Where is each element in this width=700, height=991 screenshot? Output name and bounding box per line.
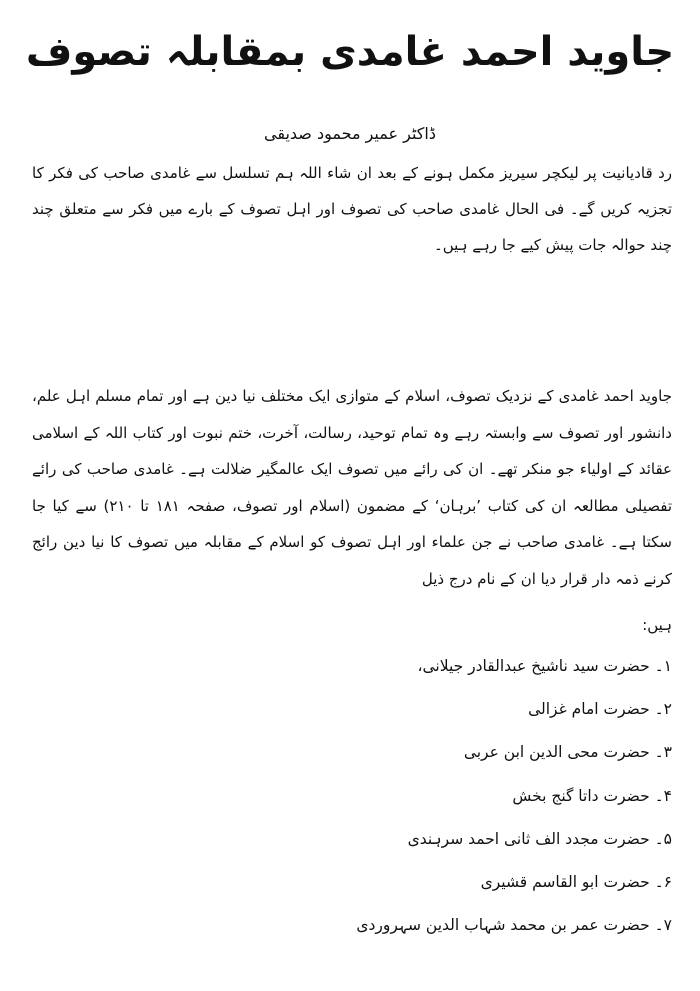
- document-title: جاوید احمد غامدی بمقابلہ تصوف: [25, 29, 675, 75]
- list-item: ۶۔ حضرت ابو القاسم قشیری: [480, 872, 672, 891]
- list-item: ۴۔ حضرت داتا گنج بخش: [512, 786, 672, 805]
- intro-paragraph: رد قادیانیت پر لیکچر سیریز مکمل ہونے کے بعد ان شاء اللہ ہم تسلسل سے غامدی صاحب کی فکر کا تجزیہ کریں گے۔ فی الحال غامدی صاحب کی تصوف اور اہل تصوف کے بارے میں فکر سے متعلق چند چند حوالہ جات پیش کیے جا رہے ہیں۔: [32, 164, 672, 254]
- list-item: ۷۔ حضرت عمر بن محمد شہاب الدین سہروردی: [356, 916, 672, 935]
- main-paragraph: جاوید احمد غامدی کے نزدیک تصوف، اسلام کے متوازی ایک مختلف نیا دین ہے اور تمام مسلم اہل علم، دانشور اور تصوف سے وابستہ رہے وہ تمام توحید، رسالت، آخرت، ختم نبوت اور کتاب اللہ کے اسلامی عقائد کے اولیاء جو منکر تھے۔ ان کی رائے میں تصوف ایک عالمگیر ضلالت ہے۔ غامدی صاحب کی رائے تفصیلی مطالعہ ان کی کتاب ’برہان‘ کے مضمون (اسلام اور تصوف، صفحہ ۱۸۱ تا ۲۱۰) سے کیا جا سکتا ہے۔ غامدی صاحب نے جن علماء اور اہل تصوف کو اسلام کے مقابلہ میں تصوف کا نیا دین رائج کرنے ذمہ دار قرار دیا ان کے نام درج ذیل: [32, 387, 672, 588]
- list-item: ۳۔ حضرت محی الدین ابن عربی: [463, 743, 672, 762]
- saints-list: [356, 645, 672, 947]
- list-item: ۵۔ حضرت مجدد الف ثانی احمد سرہندی: [407, 829, 672, 848]
- list-item: ۲۔ حضرت امام غزالی: [528, 700, 672, 719]
- main-paragraph-tail: ہیں:: [642, 616, 672, 634]
- list-item: ۱۔ حضرت سید ناشیخ عبدالقادر جیلانی،: [417, 657, 672, 675]
- author-name: ڈاکٹر عمیر محمود صدیقی: [264, 124, 436, 143]
